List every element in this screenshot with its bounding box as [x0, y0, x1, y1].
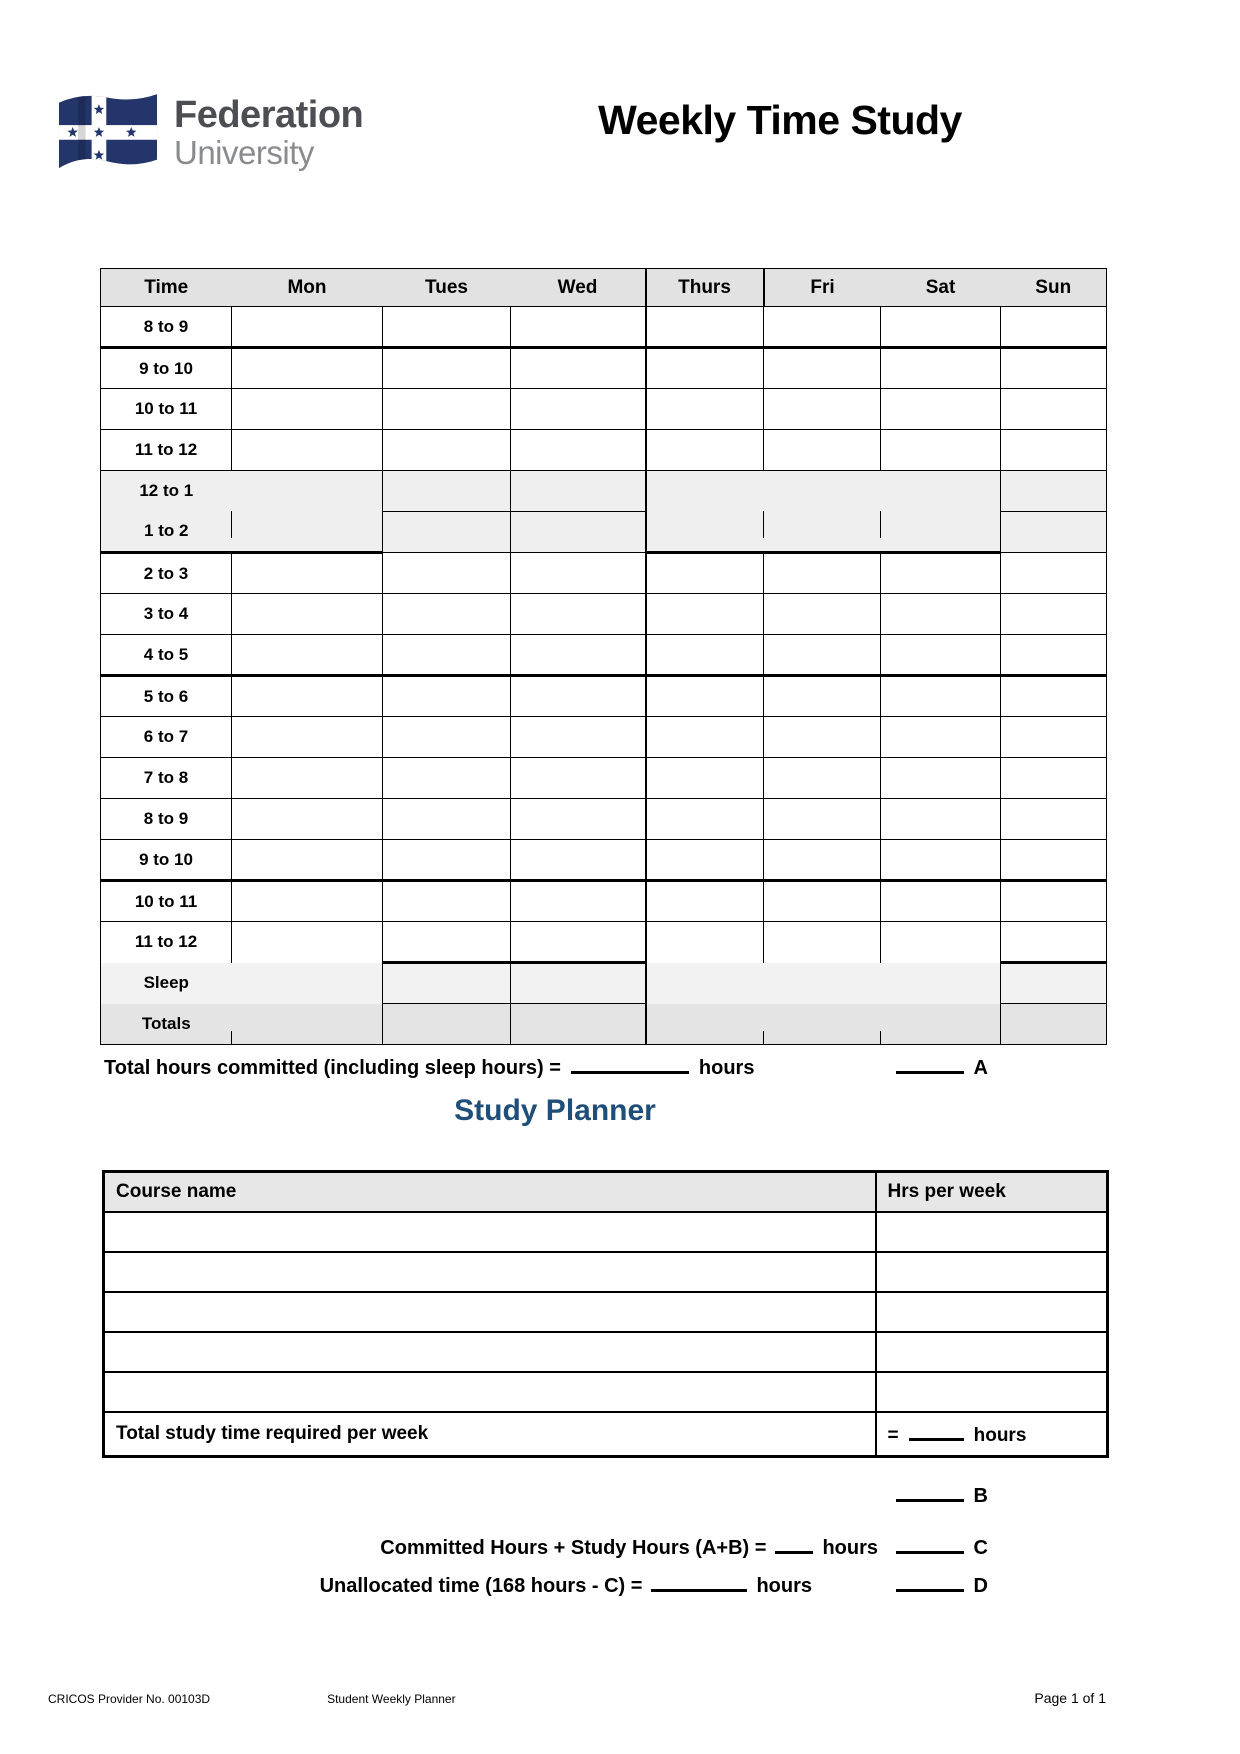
course-hours-cell-3[interactable] [876, 1292, 1108, 1332]
schedule-row-7-to-8 [101, 758, 1107, 799]
time-label-9-to-10: 9 to 10 [101, 840, 232, 881]
cell-mon-8-to-9[interactable] [232, 799, 383, 840]
ref-b-line [100, 1482, 988, 1508]
study-planner-table [102, 1170, 1109, 1458]
cell-tues-11-to-12[interactable] [383, 922, 511, 963]
cell-tues-8-to-9[interactable] [383, 307, 511, 348]
cell-wed-sleep[interactable] [511, 963, 646, 1004]
cell-thurs-5-to-6[interactable] [646, 676, 764, 717]
planner-row-4 [104, 1332, 1108, 1372]
schedule-col-header-thurs: Thurs [646, 269, 764, 307]
cell-sat-11-to-12[interactable] [881, 922, 1001, 963]
cell-mon-5-to-6[interactable] [232, 676, 383, 717]
ref-c-blank[interactable] [896, 1534, 964, 1554]
schedule-row-10-to-11 [101, 389, 1107, 430]
schedule-col-header-mon: Mon [232, 269, 383, 307]
total-hours-unit: hours [698, 1057, 755, 1079]
cell-fri-9-to-10[interactable] [764, 840, 881, 881]
cell-sat-6-to-7[interactable] [881, 717, 1001, 758]
cell-sun-11-to-12[interactable] [1001, 430, 1107, 471]
schedule-col-header-sat: Sat [881, 269, 1001, 307]
time-label-sleep: Sleep [101, 963, 232, 1004]
cell-sun-4-to-5[interactable] [1001, 635, 1107, 676]
cell-sat-8-to-9[interactable] [881, 307, 1001, 348]
time-label-10-to-11: 10 to 11 [101, 881, 232, 922]
cell-fri-5-to-6[interactable] [764, 676, 881, 717]
cell-mon-6-to-7[interactable] [232, 717, 383, 758]
cell-sat-4-to-5[interactable] [881, 635, 1001, 676]
federation-university-logo [52, 86, 363, 178]
cell-sat-7-to-8[interactable] [881, 758, 1001, 799]
cell-mon-totals[interactable] [232, 1004, 383, 1045]
time-label-6-to-7: 6 to 7 [101, 717, 232, 758]
schedule-row-1-to-2 [101, 512, 1107, 553]
cell-fri-9-to-10[interactable] [764, 348, 881, 389]
page-footer [48, 1690, 1106, 1706]
cell-thurs-11-to-12[interactable] [646, 922, 764, 963]
course-hours-cell-4[interactable] [876, 1332, 1108, 1372]
cell-fri-11-to-12[interactable] [764, 922, 881, 963]
cell-wed-10-to-11[interactable] [511, 881, 646, 922]
schedule-row-5-to-6 [101, 676, 1107, 717]
cell-mon-10-to-11[interactable] [232, 389, 383, 430]
page-title: Weekly Time Study [598, 97, 962, 143]
cell-tues-4-to-5[interactable] [383, 635, 511, 676]
cell-wed-totals[interactable] [511, 1004, 646, 1045]
schedule-row-9-to-10 [101, 348, 1107, 389]
course-name-cell-5[interactable] [104, 1372, 876, 1412]
schedule-col-header-fri: Fri [764, 269, 881, 307]
cell-sat-totals[interactable] [881, 1004, 1001, 1045]
cell-thurs-2-to-3[interactable] [646, 553, 764, 594]
course-hours-cell-2[interactable] [876, 1252, 1108, 1292]
cell-mon-2-to-3[interactable] [232, 553, 383, 594]
cell-sat-5-to-6[interactable] [881, 676, 1001, 717]
committed-hours-unit: hours [822, 1537, 878, 1559]
cell-mon-11-to-12[interactable] [232, 922, 383, 963]
cell-tues-5-to-6[interactable] [383, 676, 511, 717]
planner-row-5 [104, 1372, 1108, 1412]
ref-c-letter: C [973, 1537, 988, 1559]
cell-thurs-11-to-12[interactable] [646, 430, 764, 471]
ref-a-letter: A [973, 1057, 988, 1079]
cell-mon-8-to-9[interactable] [232, 307, 383, 348]
ref-d-blank[interactable] [896, 1572, 964, 1592]
cell-sun-11-to-12[interactable] [1001, 922, 1107, 963]
cell-thurs-3-to-4[interactable] [646, 594, 764, 635]
ref-c-group [896, 1534, 988, 1560]
ref-b-letter: B [973, 1485, 988, 1507]
cricos-provider-text: CRICOS Provider No. 00103D [48, 1692, 211, 1706]
cell-tues-2-to-3[interactable] [383, 553, 511, 594]
schedule-col-header-sun: Sun [1001, 269, 1107, 307]
cell-sun-8-to-9[interactable] [1001, 307, 1107, 348]
cell-fri-1-to-2[interactable] [764, 512, 881, 553]
committed-hours-line [100, 1534, 988, 1560]
schedule-row-2-to-3 [101, 553, 1107, 594]
cell-fri-sleep[interactable] [764, 963, 881, 1004]
cell-thurs-1-to-2[interactable] [646, 512, 764, 553]
cell-sat-9-to-10[interactable] [881, 348, 1001, 389]
cell-sun-2-to-3[interactable] [1001, 553, 1107, 594]
cell-thurs-10-to-11[interactable] [646, 389, 764, 430]
cell-thurs-10-to-11[interactable] [646, 881, 764, 922]
document-name-text: Student Weekly Planner [327, 1692, 456, 1706]
planner-total-equals: = [887, 1424, 899, 1446]
cell-fri-3-to-4[interactable] [764, 594, 881, 635]
logo-name-line1: Federation [174, 93, 364, 136]
cell-sun-9-to-10[interactable] [1001, 840, 1107, 881]
unallocated-time-label: Unallocated time (168 hours - C) = [319, 1575, 643, 1597]
planner-total-value-cell [876, 1412, 1108, 1457]
time-label-totals: Totals [101, 1004, 232, 1045]
cell-fri-6-to-7[interactable] [764, 717, 881, 758]
planner-total-label: Total study time required per week [104, 1412, 876, 1457]
time-label-8-to-9: 8 to 9 [101, 799, 232, 840]
time-label-2-to-3: 2 to 3 [101, 553, 232, 594]
cell-sun-3-to-4[interactable] [1001, 594, 1107, 635]
schedule-row-11-to-12 [101, 922, 1107, 963]
cell-wed-9-to-10[interactable] [511, 840, 646, 881]
cell-fri-4-to-5[interactable] [764, 635, 881, 676]
cell-fri-8-to-9[interactable] [764, 799, 881, 840]
cell-sat-10-to-11[interactable] [881, 881, 1001, 922]
schedule-row-12-to-1 [101, 471, 1107, 512]
ref-d-letter: D [973, 1575, 988, 1597]
cell-mon-1-to-2[interactable] [232, 512, 383, 553]
schedule-row-8-to-9 [101, 307, 1107, 348]
cell-fri-8-to-9[interactable] [764, 307, 881, 348]
time-label-7-to-8: 7 to 8 [101, 758, 232, 799]
planner-body [104, 1212, 1108, 1412]
planner-total-row [104, 1412, 1108, 1457]
weekly-schedule-table [100, 268, 1107, 1045]
cell-mon-9-to-10[interactable] [232, 840, 383, 881]
cell-wed-5-to-6[interactable] [511, 676, 646, 717]
cell-sun-9-to-10[interactable] [1001, 348, 1107, 389]
cell-sat-10-to-11[interactable] [881, 389, 1001, 430]
ref-a-blank[interactable] [896, 1054, 964, 1074]
cell-tues-sleep[interactable] [383, 963, 511, 1004]
cell-tues-12-to-1[interactable] [383, 471, 511, 512]
cell-sun-totals[interactable] [1001, 1004, 1107, 1045]
cell-fri-7-to-8[interactable] [764, 758, 881, 799]
total-hours-label: Total hours committed (including sleep hours) = [104, 1057, 561, 1079]
cell-mon-12-to-1[interactable] [232, 471, 383, 512]
time-label-5-to-6: 5 to 6 [101, 676, 232, 717]
cell-thurs-6-to-7[interactable] [646, 717, 764, 758]
cell-thurs-9-to-10[interactable] [646, 840, 764, 881]
schedule-header-row [101, 269, 1107, 307]
schedule-row-9-to-10 [101, 840, 1107, 881]
planner-header-row [104, 1172, 1108, 1212]
cell-thurs-9-to-10[interactable] [646, 348, 764, 389]
ref-a-group [896, 1054, 988, 1080]
schedule-col-header-wed: Wed [511, 269, 646, 307]
cell-wed-4-to-5[interactable] [511, 635, 646, 676]
cell-sat-1-to-2[interactable] [881, 512, 1001, 553]
cell-fri-12-to-1[interactable] [764, 471, 881, 512]
cell-wed-10-to-11[interactable] [511, 389, 646, 430]
cell-fri-10-to-11[interactable] [764, 881, 881, 922]
time-label-11-to-12: 11 to 12 [101, 430, 232, 471]
schedule-row-10-to-11 [101, 881, 1107, 922]
cell-tues-9-to-10[interactable] [383, 348, 511, 389]
planner-total-unit: hours [973, 1424, 1027, 1446]
cell-sun-1-to-2[interactable] [1001, 512, 1107, 553]
schedule-col-header-tues: Tues [383, 269, 511, 307]
cell-sun-10-to-11[interactable] [1001, 389, 1107, 430]
schedule-row-8-to-9 [101, 799, 1107, 840]
cell-fri-10-to-11[interactable] [764, 389, 881, 430]
schedule-row-totals [101, 1004, 1107, 1045]
cell-wed-6-to-7[interactable] [511, 717, 646, 758]
logo-name-line2: University [174, 133, 314, 171]
cell-wed-2-to-3[interactable] [511, 553, 646, 594]
cell-tues-3-to-4[interactable] [383, 594, 511, 635]
cell-fri-11-to-12[interactable] [764, 430, 881, 471]
cell-mon-10-to-11[interactable] [232, 881, 383, 922]
cell-wed-8-to-9[interactable] [511, 799, 646, 840]
cell-tues-7-to-8[interactable] [383, 758, 511, 799]
schedule-body [101, 307, 1107, 1045]
planner-row-2 [104, 1252, 1108, 1292]
cell-tues-10-to-11[interactable] [383, 881, 511, 922]
time-label-12-to-1: 12 to 1 [101, 471, 232, 512]
planner-col-course-name: Course name [104, 1172, 876, 1212]
cell-sun-5-to-6[interactable] [1001, 676, 1107, 717]
ref-b-blank[interactable] [896, 1482, 964, 1502]
cell-tues-1-to-2[interactable] [383, 512, 511, 553]
cell-wed-9-to-10[interactable] [511, 348, 646, 389]
schedule-row-3-to-4 [101, 594, 1107, 635]
cell-sun-12-to-1[interactable] [1001, 471, 1107, 512]
ref-b-group [896, 1482, 988, 1508]
cell-thurs-8-to-9[interactable] [646, 307, 764, 348]
cell-thurs-totals[interactable] [646, 1004, 764, 1045]
cell-tues-6-to-7[interactable] [383, 717, 511, 758]
course-name-cell-3[interactable] [104, 1292, 876, 1332]
cell-wed-7-to-8[interactable] [511, 758, 646, 799]
time-label-1-to-2: 1 to 2 [101, 512, 232, 553]
time-label-8-to-9: 8 to 9 [101, 307, 232, 348]
planner-total-blank[interactable] [909, 1421, 964, 1441]
cell-sat-12-to-1[interactable] [881, 471, 1001, 512]
cell-sat-9-to-10[interactable] [881, 840, 1001, 881]
page-number-text: Page 1 of 1 [1034, 1690, 1106, 1706]
committed-hours-blank[interactable] [775, 1534, 813, 1554]
course-hours-cell-5[interactable] [876, 1372, 1108, 1412]
logo-text [174, 93, 364, 171]
cell-wed-3-to-4[interactable] [511, 594, 646, 635]
planner-col-hrs-per-week: Hrs per week [876, 1172, 1108, 1212]
time-label-4-to-5: 4 to 5 [101, 635, 232, 676]
cell-mon-7-to-8[interactable] [232, 758, 383, 799]
cell-wed-11-to-12[interactable] [511, 922, 646, 963]
schedule-row-6-to-7 [101, 717, 1107, 758]
cell-wed-1-to-2[interactable] [511, 512, 646, 553]
course-name-cell-4[interactable] [104, 1332, 876, 1372]
schedule-row-4-to-5 [101, 635, 1107, 676]
cell-thurs-sleep[interactable] [646, 963, 764, 1004]
cell-sat-sleep[interactable] [881, 963, 1001, 1004]
cell-mon-11-to-12[interactable] [232, 430, 383, 471]
cell-sat-8-to-9[interactable] [881, 799, 1001, 840]
committed-hours-label: Committed Hours + Study Hours (A+B) = [380, 1537, 767, 1559]
unallocated-time-line [100, 1572, 988, 1598]
unallocated-time-unit: hours [756, 1575, 812, 1597]
cell-wed-8-to-9[interactable] [511, 307, 646, 348]
cell-thurs-4-to-5[interactable] [646, 635, 764, 676]
cell-sun-7-to-8[interactable] [1001, 758, 1107, 799]
cell-sun-10-to-11[interactable] [1001, 881, 1107, 922]
planner-row-3 [104, 1292, 1108, 1332]
ref-d-group [896, 1572, 988, 1598]
cell-tues-10-to-11[interactable] [383, 389, 511, 430]
cell-fri-2-to-3[interactable] [764, 553, 881, 594]
course-hours-cell-1[interactable] [876, 1212, 1108, 1252]
cell-mon-4-to-5[interactable] [232, 635, 383, 676]
cell-sat-3-to-4[interactable] [881, 594, 1001, 635]
schedule-row-11-to-12 [101, 430, 1107, 471]
cell-fri-totals[interactable] [764, 1004, 881, 1045]
cell-thurs-7-to-8[interactable] [646, 758, 764, 799]
unallocated-time-blank[interactable] [651, 1572, 747, 1592]
cell-wed-12-to-1[interactable] [511, 471, 646, 512]
cell-tues-8-to-9[interactable] [383, 799, 511, 840]
cell-mon-9-to-10[interactable] [232, 348, 383, 389]
cell-thurs-8-to-9[interactable] [646, 799, 764, 840]
course-name-cell-2[interactable] [104, 1252, 876, 1292]
cell-tues-totals[interactable] [383, 1004, 511, 1045]
cell-mon-3-to-4[interactable] [232, 594, 383, 635]
schedule-row-sleep [101, 963, 1107, 1004]
cell-thurs-12-to-1[interactable] [646, 471, 764, 512]
total-hours-line [104, 1054, 988, 1080]
cell-wed-11-to-12[interactable] [511, 430, 646, 471]
cell-sun-sleep[interactable] [1001, 963, 1107, 1004]
federation-flag-icon [52, 86, 164, 178]
time-label-9-to-10: 9 to 10 [101, 348, 232, 389]
schedule-col-header-time: Time [101, 269, 232, 307]
cell-sat-2-to-3[interactable] [881, 553, 1001, 594]
cell-mon-sleep[interactable] [232, 963, 383, 1004]
cell-sun-8-to-9[interactable] [1001, 799, 1107, 840]
cell-sat-11-to-12[interactable] [881, 430, 1001, 471]
total-hours-blank[interactable] [571, 1054, 689, 1074]
time-label-10-to-11: 10 to 11 [101, 389, 232, 430]
course-name-cell-1[interactable] [104, 1212, 876, 1252]
study-planner-heading: Study Planner [454, 1094, 656, 1127]
cell-sun-6-to-7[interactable] [1001, 717, 1107, 758]
time-label-3-to-4: 3 to 4 [101, 594, 232, 635]
cell-tues-11-to-12[interactable] [383, 430, 511, 471]
cell-tues-9-to-10[interactable] [383, 840, 511, 881]
planner-row-1 [104, 1212, 1108, 1252]
time-label-11-to-12: 11 to 12 [101, 922, 232, 963]
